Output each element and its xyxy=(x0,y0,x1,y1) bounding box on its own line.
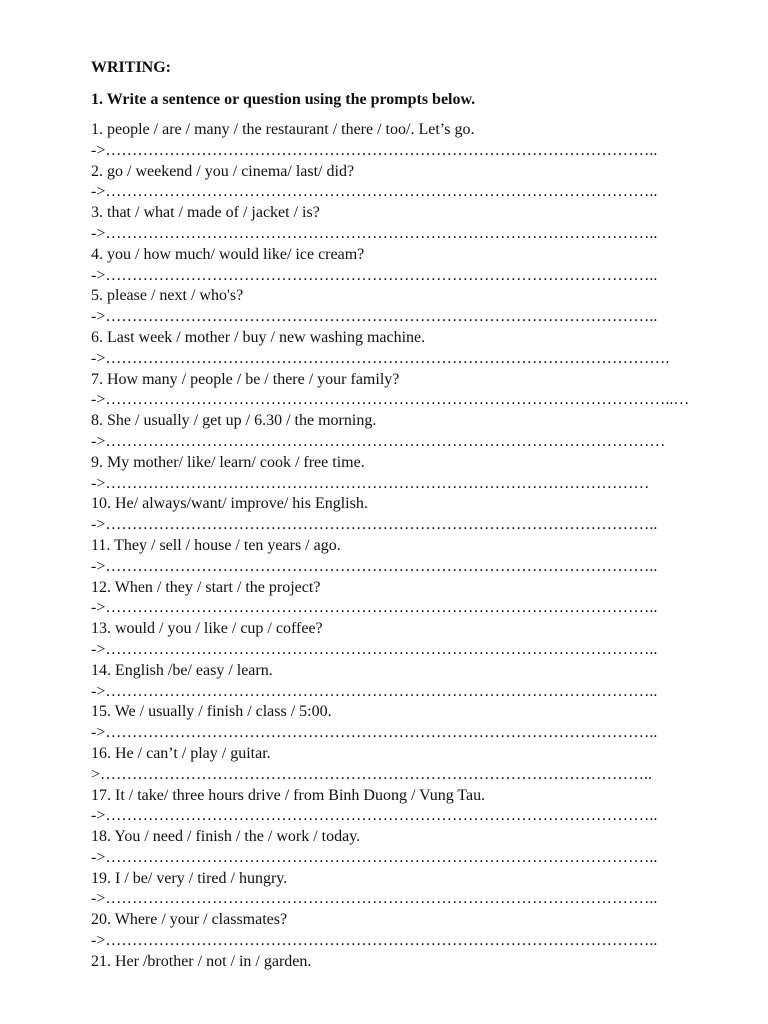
prompt-text: 7. How many / people / be / there / your family? xyxy=(91,370,400,388)
list-item xyxy=(91,370,731,412)
prompt-text: 9. My mother/ like/ learn/ cook / free time. xyxy=(91,453,365,471)
list-item xyxy=(91,786,731,828)
list-item xyxy=(91,245,731,287)
list-item xyxy=(91,203,731,245)
prompt-text: 8. She / usually / get up / 6.30 / the morning. xyxy=(91,412,377,430)
answer-line[interactable]: ->………………………………………………………………………………………….. xyxy=(91,224,658,242)
section-title: WRITING: xyxy=(91,59,172,76)
exercise-instruction: 1. Write a sentence or question using the prompts below. xyxy=(91,91,476,108)
answer-line[interactable]: ->………………………………………………………………………………………….. xyxy=(91,640,658,658)
answer-line[interactable]: >………………………………………………………………………………………….. xyxy=(91,765,653,783)
prompt-text: 6. Last week / mother / buy / new washing machine. xyxy=(91,328,426,346)
answer-line[interactable]: ->………………………………………………………………………………………….. xyxy=(91,724,658,742)
list-item xyxy=(91,869,731,911)
answer-line[interactable]: ->………………………………………………………………………………………….. xyxy=(91,308,658,326)
list-item xyxy=(91,286,731,328)
list-item xyxy=(91,162,731,204)
prompt-text: 3. that / what / made of / jacket / is? xyxy=(91,204,320,222)
list-item xyxy=(91,411,731,453)
prompt-text: 21. Her /brother / not / in / garden. xyxy=(91,952,312,970)
answer-line[interactable]: ->…………………………………………………………………………………………… xyxy=(91,432,666,450)
answer-line[interactable]: ->………………………………………………………………………………………….. xyxy=(91,557,658,575)
answer-line[interactable]: ->………………………………………………………………………………………….. xyxy=(91,183,658,201)
prompt-text: 13. would / you / like / cup / coffee? xyxy=(91,620,323,638)
prompt-text: 19. I / be/ very / tired / hungry. xyxy=(91,869,288,887)
list-item xyxy=(91,120,731,162)
prompt-text: 15. We / usually / finish / class / 5:00. xyxy=(91,703,332,721)
answer-line[interactable]: ->………………………………………………………………………………………….. xyxy=(91,682,658,700)
answer-line[interactable]: ->………………………………………………………………………………………… xyxy=(91,474,650,492)
answer-line[interactable]: ->………………………………………………………………………………………….. xyxy=(91,516,658,534)
prompt-text: 11. They / sell / house / ten years / ago. xyxy=(91,536,341,554)
prompt-text: 18. You / need / finish / the / work / today. xyxy=(91,828,361,846)
list-item xyxy=(91,453,731,495)
list-item xyxy=(91,619,731,661)
answer-line[interactable]: ->……………………………………………………………………………………………..… xyxy=(91,391,690,409)
list-item xyxy=(91,744,731,786)
answer-line[interactable]: ->………………………………………………………………………………………….. xyxy=(91,848,658,866)
answer-line[interactable]: ->………………………………………………………………………………………….. xyxy=(91,890,658,908)
list-item xyxy=(91,328,731,370)
prompt-text: 20. Where / your / classmates? xyxy=(91,911,288,929)
prompt-text: 10. He/ always/want/ improve/ his English. xyxy=(91,495,368,513)
list-item xyxy=(91,536,731,578)
list-item xyxy=(91,952,731,973)
answer-line[interactable]: ->………………………………………………………………………………………….. xyxy=(91,932,658,950)
worksheet-page xyxy=(91,58,731,973)
list-item xyxy=(91,578,731,620)
answer-line[interactable]: ->……………………………………………………………………………………………. xyxy=(91,349,670,367)
answer-line[interactable]: ->………………………………………………………………………………………….. xyxy=(91,141,658,159)
list-item xyxy=(91,494,731,536)
prompt-text: 1. people / are / many / the restaurant / there / too/. Let’s go. xyxy=(91,121,475,138)
list-item xyxy=(91,910,731,952)
prompt-text: 17. It / take/ three hours drive / from Binh Duong / Vung Tau. xyxy=(91,786,486,804)
list-item xyxy=(91,661,731,703)
prompt-text: 2. go / weekend / you / cinema/ last/ did? xyxy=(91,162,355,180)
prompt-text: 5. please / next / who's? xyxy=(91,287,244,305)
prompt-text: 4. you / how much/ would like/ ice cream? xyxy=(91,245,365,263)
prompt-text: 14. English /be/ easy / learn. xyxy=(91,661,273,679)
answer-line[interactable]: ->………………………………………………………………………………………….. xyxy=(91,807,658,825)
answer-line[interactable]: ->………………………………………………………………………………………….. xyxy=(91,599,658,617)
prompt-text: 16. He / can’t / play / guitar. xyxy=(91,744,271,762)
answer-line[interactable]: ->………………………………………………………………………………………….. xyxy=(91,266,658,284)
list-item xyxy=(91,827,731,869)
list-item xyxy=(91,702,731,744)
prompt-text: 12. When / they / start / the project? xyxy=(91,578,321,596)
